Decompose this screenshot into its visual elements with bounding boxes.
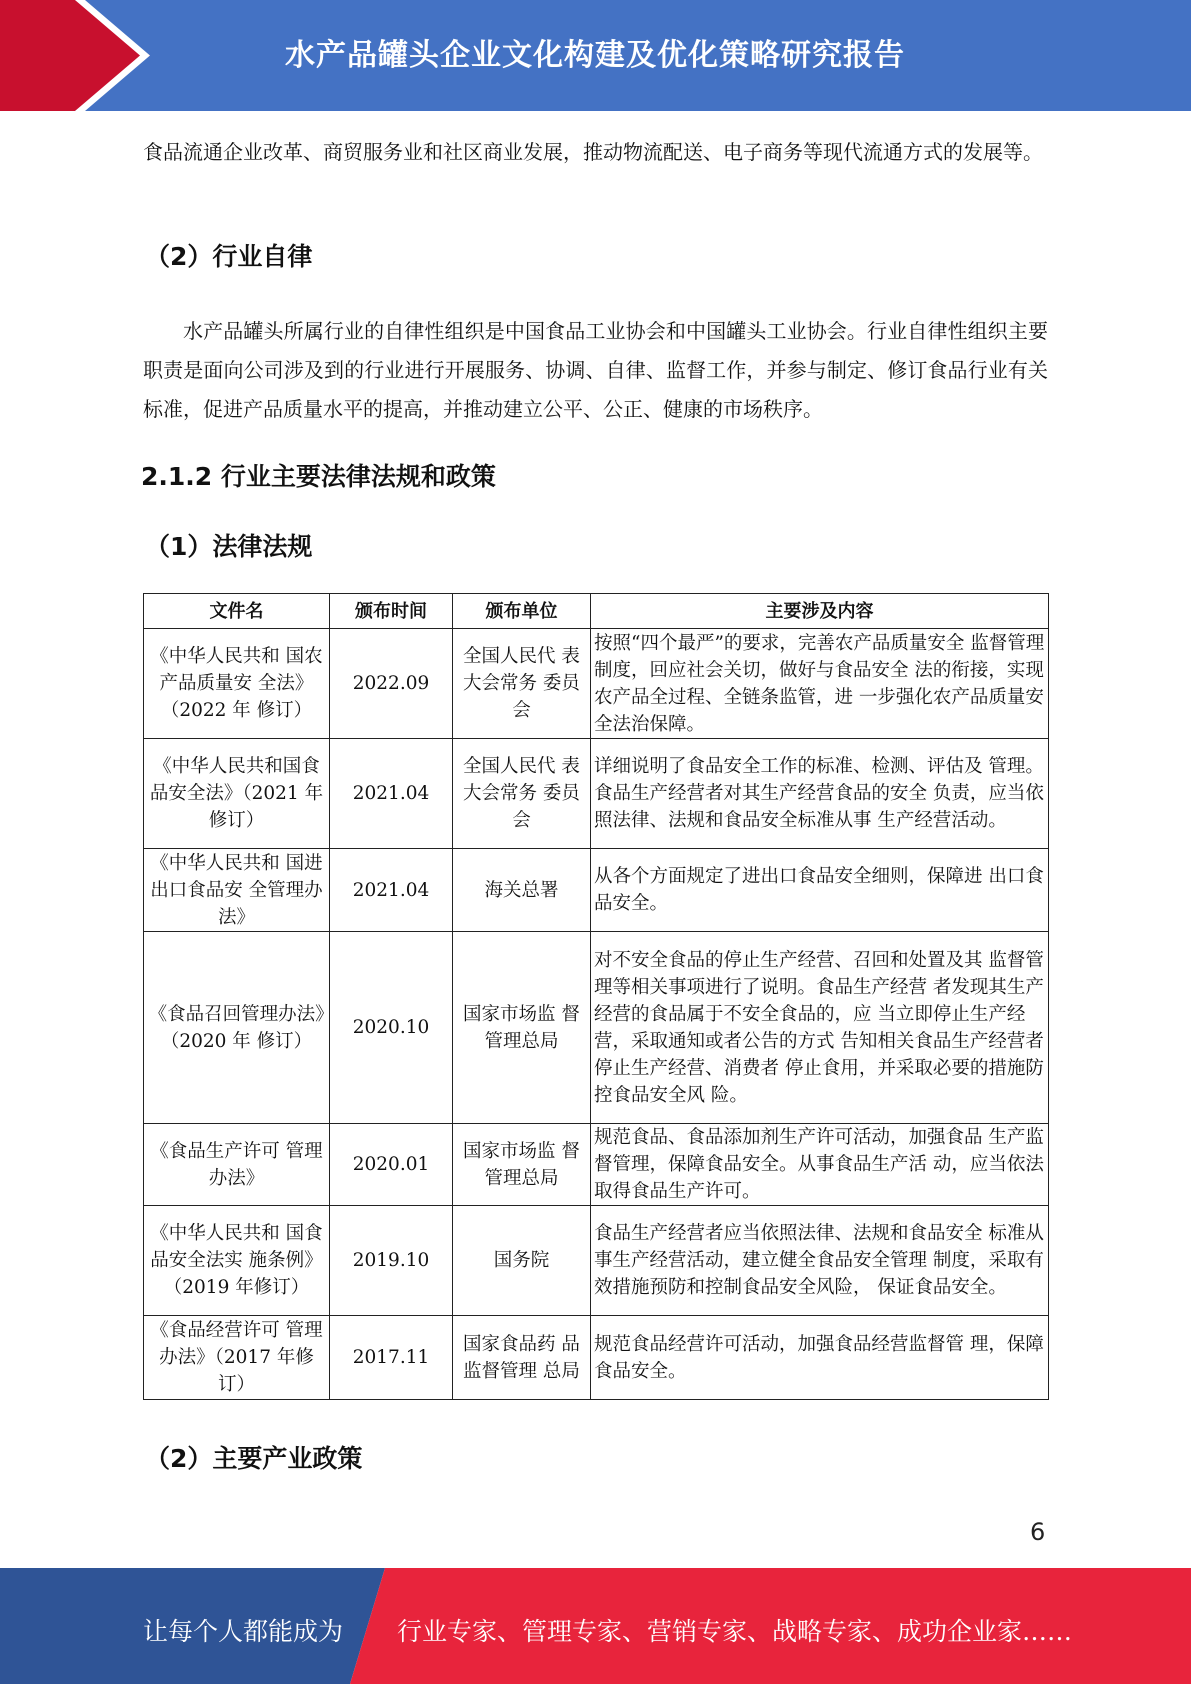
law-date: 2020.10 [330,932,453,1124]
footer-slogan-left: 让每个人都能成为 [143,1617,344,1646]
law-content: 规范食品经营许可活动，加强食品经营监督管 理，保障食品安全。 [591,1316,1049,1400]
law-date: 2021.04 [330,849,453,932]
col-header-name: 文件名 [144,594,330,629]
law-name: 《中华人民共和 国农产品质量安 全法》（2022 年 修订） [144,629,330,739]
law-issuer: 国家市场监 督管理总局 [453,932,591,1124]
footer-slogan-right: 行业专家、管理专家、营销专家、战略专家、成功企业家…… [397,1617,1073,1646]
law-content: 食品生产经营者应当依照法律、法规和食品安全 标准从事生产经营活动，建立健全食品安全管理 制度，采取有效措施预防和控制食品安全风险， 保证食品安全。 [591,1206,1049,1316]
law-date: 2021.04 [330,739,453,849]
law-content: 规范食品、食品添加剂生产许可活动，加强食品 生产监督管理，保障食品安全。从事食品生产活 动，应当依法取得食品生产许可。 [591,1124,1049,1206]
law-issuer: 全国人民代 表大会常务 委员会 [453,739,591,849]
law-issuer: 全国人民代 表大会常务 委员会 [453,629,591,739]
col-header-issuer: 颁布单位 [453,594,591,629]
report-title: 水产品罐头企业文化构建及优化策略研究报告 [285,38,905,73]
law-issuer: 国家市场监 督管理总局 [453,1124,591,1206]
col-header-date: 颁布时间 [330,594,453,629]
table-row [144,739,1049,849]
law-name: 《食品生产许可 管理办法》 [144,1124,330,1206]
laws-table [143,593,1049,1400]
heading-industrial-policy: （2）主要产业政策 [145,1444,363,1473]
table-row [144,1316,1049,1400]
law-content: 对不安全食品的停止生产经营、召回和处置及其 监督管理等相关事项进行了说明。食品生产经营 者发现其生产经营的食品属于不安全食品的，应 当立即停止生产经营，采取通知或者公告的方式 告知相关食品生产经营者停止生产经营、消费者 停止食用，并采取必要的措施防控食品安全风 险。 [591,932,1049,1124]
table-row [144,1124,1049,1206]
table-header-row [144,594,1049,629]
table-row [144,849,1049,932]
law-content: 从各个方面规定了进出口食品安全细则，保障进 出口食品安全。 [591,849,1049,932]
page-number: 6 [1030,1518,1046,1546]
law-date: 2019.10 [330,1206,453,1316]
self-regulation-paragraph: 水产品罐头所属行业的自律性组织是中国食品工业协会和中国罐头工业协会。行业自律性组织主要职责是面向公司涉及到的行业进行开展服务、协调、自律、监督工作，并参与制定、修订食品行业有关标准，促进产品质量水平的提高，并推动建立公平、公正、健康的市场秩序。 [143,319,1048,421]
law-issuer: 海关总署 [453,849,591,932]
law-date: 2017.11 [330,1316,453,1400]
law-name: 《食品经营许可 管理办法》（2017 年修订） [144,1316,330,1400]
law-name: 《食品召回管理办法》（2020 年 修订） [144,932,330,1124]
law-content: 按照“四个最严”的要求，完善农产品质量安全 监督管理制度，回应社会关切，做好与食品安全 法的衔接，实现农产品全过程、全链条监管，进 一步强化农产品质量安全法治保障。 [591,629,1049,739]
intro-paragraph: 食品流通企业改革、商贸服务业和社区商业发展，推动物流配送、电子商务等现代流通方式的发展等。 [143,140,1043,164]
header-banner [0,0,1191,111]
law-content: 详细说明了食品安全工作的标准、检测、评估及 管理。食品生产经营者对其生产经营食品的安全 负责，应当依照法律、法规和食品安全标准从事 生产经营活动。 [591,739,1049,849]
law-issuer: 国务院 [453,1206,591,1316]
law-name: 《中华人民共和 国进出口食品安 全管理办法》 [144,849,330,932]
table-row [144,1206,1049,1316]
heading-self-regulation: （2）行业自律 [145,242,313,271]
law-date: 2022.09 [330,629,453,739]
heading-laws: （1）法律法规 [145,532,313,561]
heading-laws-policies: 2.1.2 行业主要法律法规和政策 [141,462,496,491]
law-name: 《中华人民共和 国食品安全法实 施条例》（2019 年修订） [144,1206,330,1316]
law-date: 2020.01 [330,1124,453,1206]
header-chevron-icon [0,0,150,111]
table-row [144,629,1049,739]
law-name: 《中华人民共和国食品安全法》（2021 年修订） [144,739,330,849]
col-header-content: 主要涉及内容 [591,594,1049,629]
law-issuer: 国家食品药 品监督管理 总局 [453,1316,591,1400]
table-row [144,932,1049,1124]
